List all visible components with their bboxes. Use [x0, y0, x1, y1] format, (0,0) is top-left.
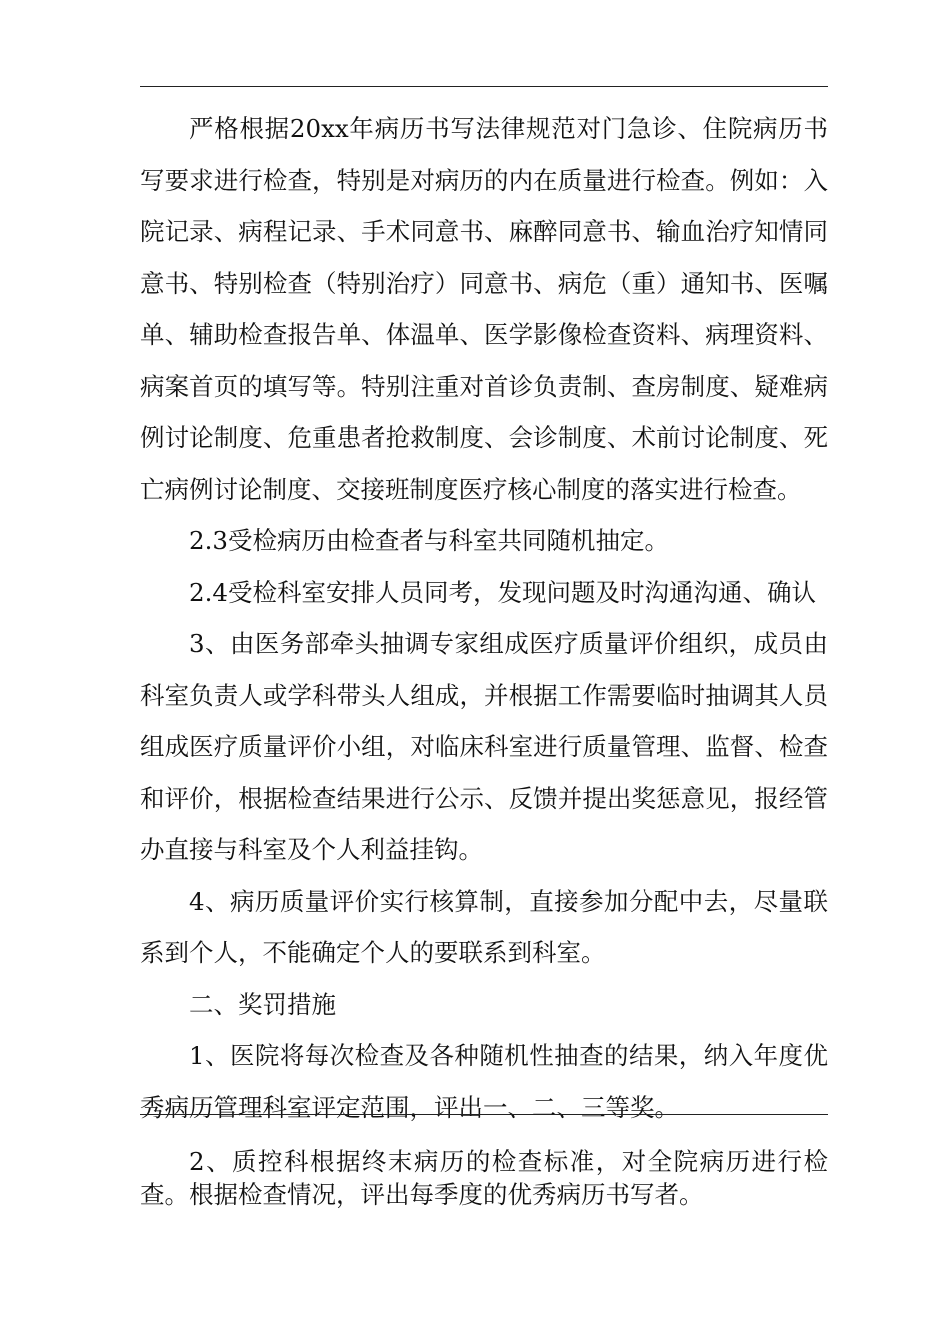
paragraph-reward-2: 2、质控科根据终末病历的检查标准，对全院病历进行检查。根据检查情况，评出每季度的优秀病历书写者。 — [140, 1147, 828, 1209]
paragraph-2-4: 2.4受检科室安排人员同考，发现问题及时沟通沟通、确认 — [189, 577, 816, 607]
paragraph-reward-1: 1、医院将每次检查及各种随机性抽查的结果，纳入年度优秀病历管理科室评定范围，评出一、二、三等奖。 — [140, 1041, 828, 1122]
paragraph-inspection-requirements: 严格根据20xx年病历书写法律规范对门急诊、住院病历书写要求进行检查，特别是对病历的内在质量进行检查。例如：入院记录、病程记录、手术同意书、麻醉同意书、输血治疗知情同意书、特别检查（特别治疗）同意书、病危（重）通知书、医嘱单、辅助检查报告单、体温单、医学影像检查资料、病理资料、病案首页的填写等。特别注重对首诊负责制、查房制度、疑难病例讨论制度、危重患者抢救制度、会诊制度、术前讨论制度、死亡病例讨论制度、交接班制度医疗核心制度的落实进行检查。 — [140, 114, 828, 504]
document-body-top — [140, 103, 828, 1133]
document-body-bottom — [140, 1145, 828, 1211]
paragraph-4: 4、病历质量评价实行核算制，直接参加分配中去，尽量联系到个人，不能确定个人的要联系到科室。 — [140, 886, 828, 967]
section-heading-rewards-penalties: 二、奖罚措施 — [189, 989, 336, 1019]
paragraph-2-3: 2.3受检病历由检查者与科室共同随机抽定。 — [189, 526, 669, 555]
page-break-divider — [140, 1114, 828, 1115]
paragraph-3: 3、由医务部牵头抽调专家组成医疗质量评价组织，成员由科室负责人或学科带头人组成，并根据工作需要临时抽调其人员组成医疗质量评价小组，对临床科室进行质量管理、监督、检查和评价，根据检查结果进行公示、反馈并提出奖惩意见，报经管办直接与科室及个人利益挂钩。 — [140, 629, 828, 864]
top-divider — [140, 86, 828, 87]
